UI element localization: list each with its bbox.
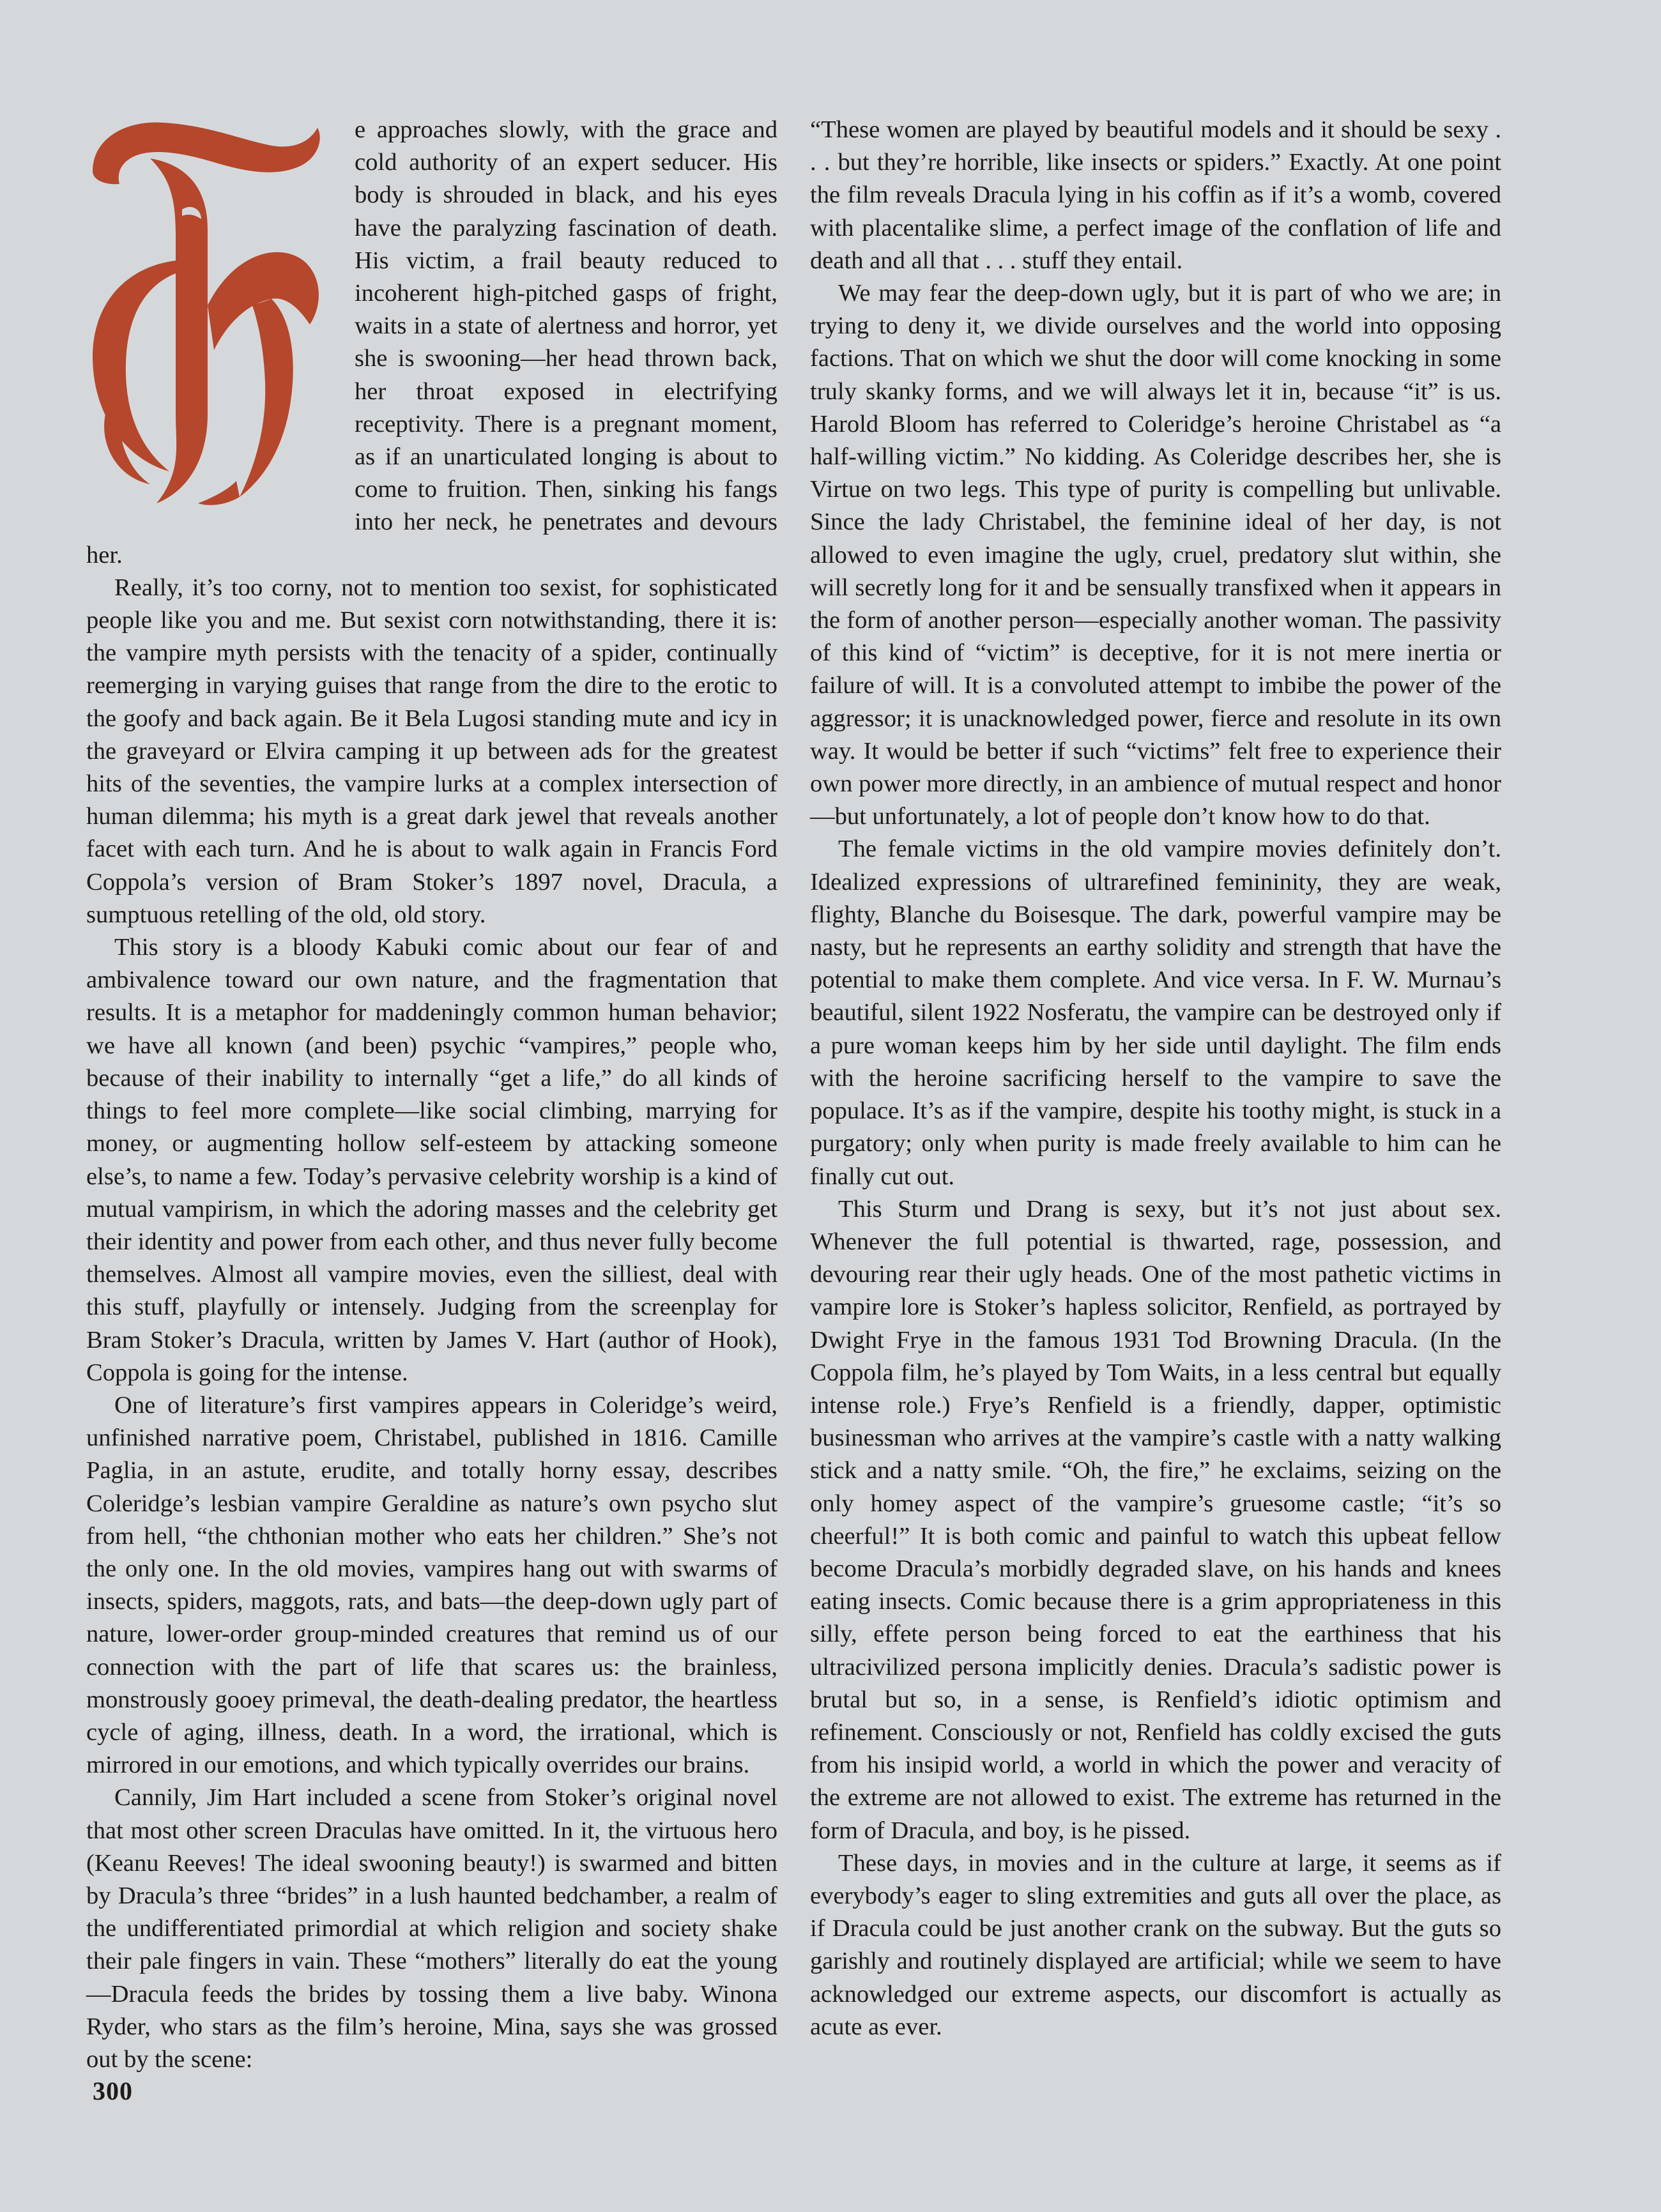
paragraph: We may fear the deep-down ugly, but it is part of who we are; in trying to deny it, we divide ourselves and the world into opposing factions. That on which we shut the door will come knocking in some truly skanky forms, and we will always let it in, because “it” is us. Harold Bloom has referred to Coleridge’s heroine Christabel as “a half-willing victim.” No kidding. As Coleridge describes her, she is Virtue on two legs. This type of purity is compelling but unlivable. Since the lady Christabel, the feminine ideal of her day, is not allowed to even imagine the ugly, cruel, predatory slut within, she will secretly long for it and be sensually transfixed when it appears in the form of another person—especially another woman. The passivity of this kind of “victim” is deceptive, for it is not mere inertia or failure of will. It is a convoluted attempt to imbibe the power of the aggressor; it is unacknowledged power, fierce and resolute in its own way. It would be better if such “victims” felt free to experience their own power more directly, in an ambience of mutual respect and honor—but unfortunately, a lot of people don’t know how to do that. bbox=[810, 280, 1501, 830]
paragraph: e approaches slowly, with the grace and cold authority of an expert seducer. His body is shrouded in black, and his eyes have the paralyzing fascination of death. His victim, a frail beauty reduced to incoherent high-pitched gasps of fright, waits in a state of alertness and horror, yet she is swooning—her head thrown back, her throat exposed in electrifying receptivity. There is a pregnant moment, as if an unarticulated longing is about to come to fruition. Then, sinking his fangs into her neck, he penetrates and devours her. bbox=[86, 116, 777, 568]
ornamental-blackletter-h-icon bbox=[80, 114, 335, 510]
paragraph: This Sturm und Drang is sexy, but it’s not just about sex. Whenever the full potential is thwarted, rage, possession, and devouring rear their ugly heads. One of the most pathetic victims in vampire lore is Stoker’s hapless solicitor, Renfield, as portrayed by Dwight Frye in the famous 1931 Tod Browning Dracula. (In the Coppola film, he’s played by Tom Waits, in a less central but equally intense role.) Frye’s Renfield is a friendly, dapper, optimistic businessman who arrives at the vampire’s castle with a natty walking stick and a natty smile. “Oh, the fire,” he exclaims, seizing on the only homey aspect of the vampire’s gruesome castle; “it’s so cheerful!” It is both comic and painful to watch this upbeat fellow become Dracula’s morbidly degraded slave, on his hands and knees eating insects. Comic because there is a grim appropriateness in this silly, effete person being forced to eat the earthiness that his ultracivilized persona implicitly denies. Dracula’s sadistic power is brutal but so, in a sense, is Renfield’s idiotic optimism and refinement. Consciously or not, Renfield has coldly excised the guts from his insipid world, a world in which the power and veracity of the extreme are not allowed to exist. The extreme has returned in the form of Dracula, and boy, is he pissed. bbox=[810, 1195, 1501, 1844]
right-column bbox=[810, 114, 1501, 2043]
paragraph: These days, in movies and in the culture at large, it seems as if everybody’s eager to sling extremities and guts all over the place, as if Dracula could be just another crank on the subway. But the guts so garishly and routinely displayed are artificial; while we seem to have acknowledged our extreme aspects, our discomfort is actually as acute as ever. bbox=[810, 1849, 1501, 2040]
paragraph: “These women are played by beautiful models and it should be sexy . . . but they’re horrible, like insects or spiders.” Exactly. At one point the film reveals Dracula lying in his coffin as if it’s a womb, covered with placentalike slime, a perfect image of the conflation of life and death and all that . . . stuff they entail. bbox=[810, 116, 1501, 274]
paragraph: The female victims in the old vampire movies definitely don’t. Idealized expressions of ultrarefined femininity, they are weak, flighty, Blanche du Boisesque. The dark, powerful vampire may be nasty, but he represents an earthy solidity and strength that have the potential to make them complete. And vice versa. In F. W. Murnau’s beautiful, silent 1922 Nosferatu, the vampire can be destroyed only if a pure woman keeps him by her side until daylight. The film ends with the heroine sacrificing herself to the vampire to save the populace. It’s as if the vampire, despite his toothy might, is stuck in a purgatory; only when purity is made freely available to him can he finally cut out. bbox=[810, 835, 1501, 1190]
paragraph: Cannily, Jim Hart included a scene from Stoker’s original novel that most other screen Draculas have omitted. In it, the virtuous hero (Keanu Reeves! The ideal swooning beauty!) is swarmed and bitten by Dracula’s three “brides” in a lush haunted bedchamber, a realm of the undifferentiated primordial at which religion and society shake their pale fingers in vain. These “mothers” literally do eat the young—Dracula feeds the brides by tossing them a live baby. Winona Ryder, who stars as the film’s heroine, Mina, says she was grossed out by the scene: bbox=[86, 1784, 777, 2073]
paragraph: This story is a bloody Kabuki comic about our fear of and ambivalence toward our own nature, and the fragmentation that results. It is a metaphor for maddeningly common human behavior; we have all known (and been) psychic “vampires,” people who, because of their inability to internally “get a life,” do all kinds of things to feel more complete—like social climbing, marrying for money, or augmenting hollow self-esteem by attacking someone else’s, to name a few. Today’s pervasive celebrity worship is a kind of mutual vampirism, in which the adoring masses and the celebrity get their identity and power from each other, and thus never fully become themselves. Almost all vampire movies, even the silliest, deal with this stuff, playfully or intensely. Judging from the screenplay for Bram Stoker’s Dracula, written by James V. Hart (author of Hook), Coppola is going for the intense. bbox=[86, 934, 777, 1386]
left-column bbox=[86, 114, 777, 2076]
paragraph: Really, it’s too corny, not to mention too sexist, for sophisticated people like you and me. But sexist corn notwithstanding, there it is: the vampire myth persists with the tenacity of a spider, continually reemerging in varying guises that range from the dire to the erotic to the goofy and back again. Be it Bela Lugosi standing mute and icy in the graveyard or Elvira camping it up between ads for the greatest hits of the seventies, the vampire lurks at a complex intersection of human dilemma; his myth is a great dark jewel that reveals another facet with each turn. And he is about to walk again in Francis Ford Coppola’s version of Bram Stoker’s 1897 novel, Dracula, a sumptuous retelling of the old, old story. bbox=[86, 574, 777, 928]
paragraph: One of literature’s first vampires appears in Coleridge’s weird, unfinished narrative poem, Christabel, published in 1816. Camille Paglia, in an astute, erudite, and totally horny essay, describes Coleridge’s lesbian vampire Geraldine as nature’s own psycho slut from hell, “the chthonian mother who eats her children.” She’s not the only one. In the old movies, vampires hang out with swarms of insects, spiders, maggots, rats, and bats—the deep-down ugly part of nature, lower-order group-minded creatures that remind us of our connection with the part of life that scares us: the brainless, monstrously gooey primeval, the death-dealing predator, the heartless cycle of aging, illness, death. In a word, the irrational, which is mirrored in our emotions, and which typically overrides our brains. bbox=[86, 1391, 777, 1779]
page-number: 300 bbox=[93, 2077, 133, 2105]
dropcap-h bbox=[80, 114, 335, 510]
